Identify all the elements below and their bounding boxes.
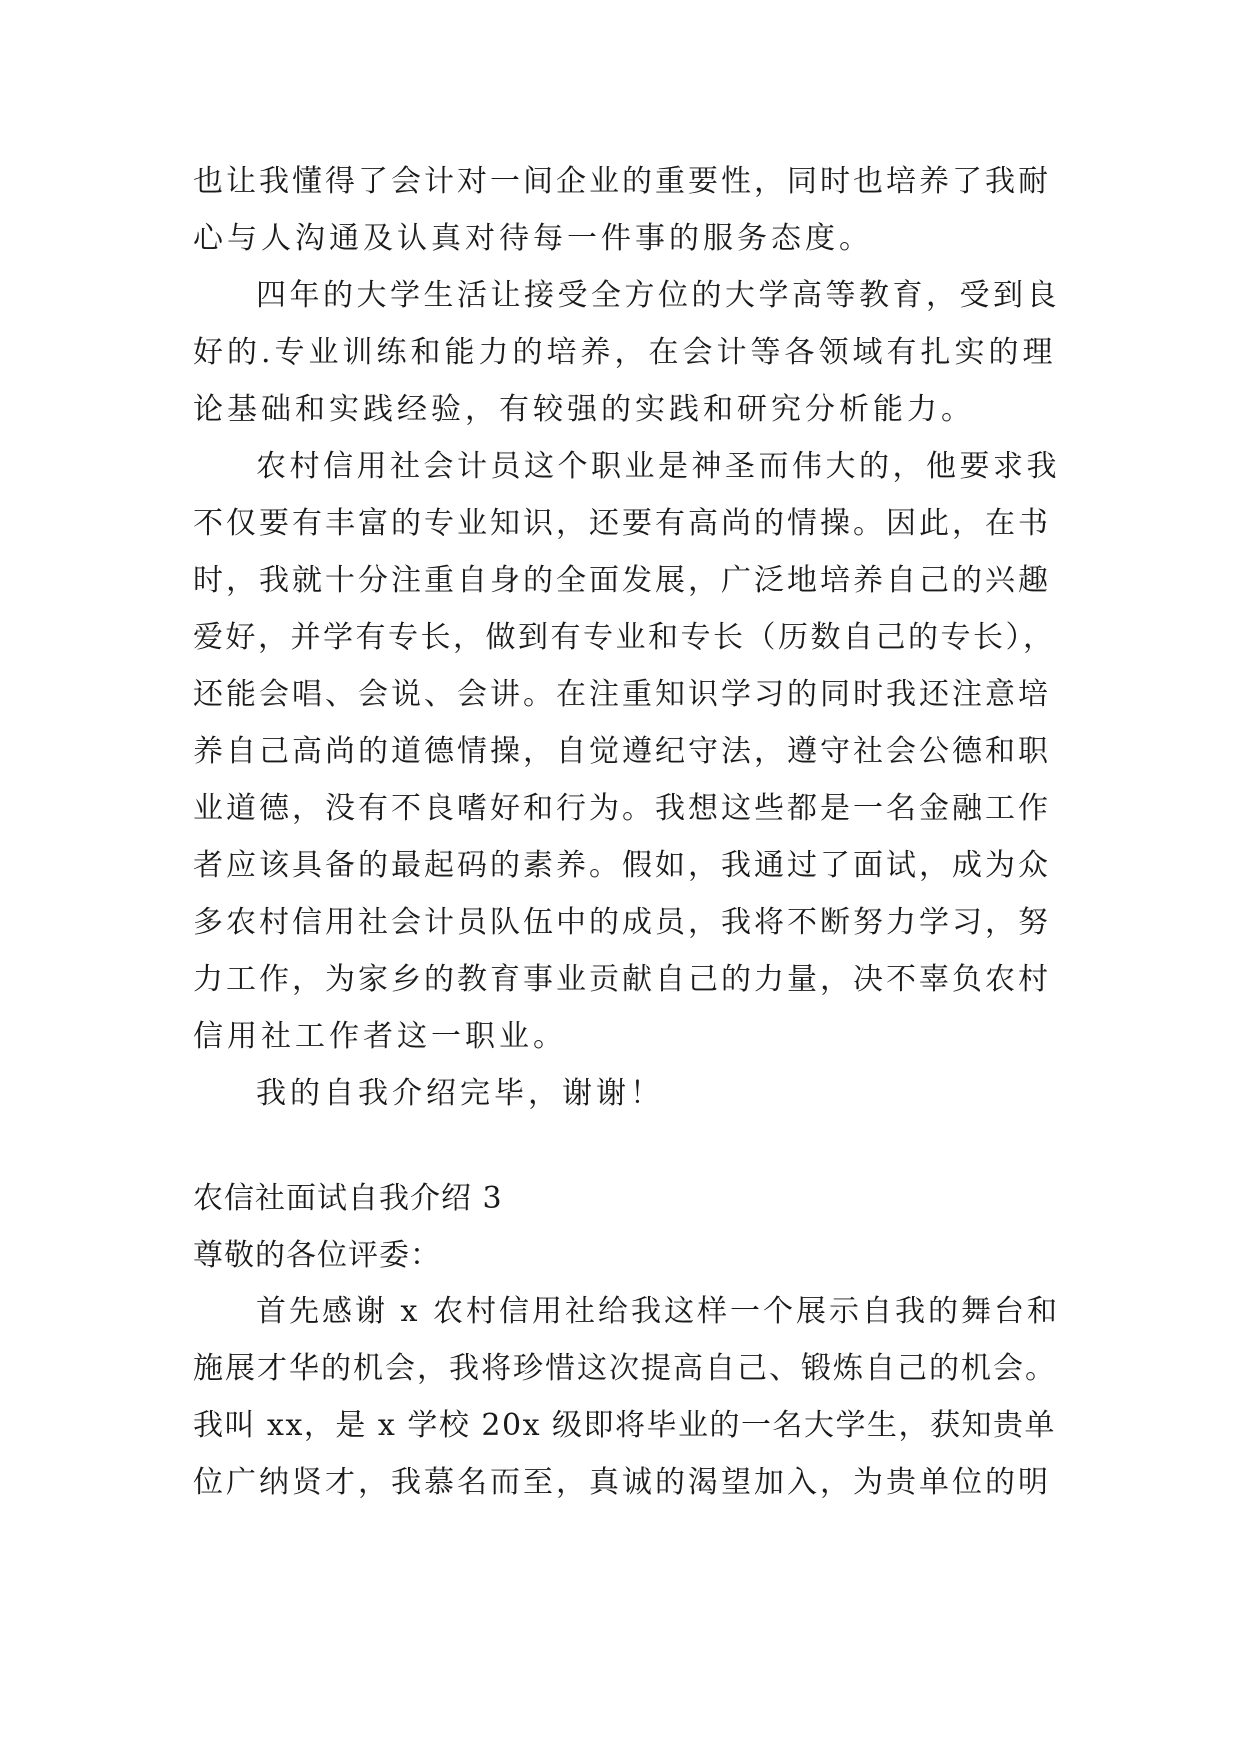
paragraph-3-line-8: 者应该具备的最起码的素养。假如，我通过了面试，成为众 — [193, 848, 1051, 883]
paragraph-3-line-7: 业道德，没有不良嗜好和行为。我想这些都是一名金融工作 — [193, 791, 1051, 826]
paragraph-2-line-3: 论基础和实践经验，有较强的实践和研究分析能力。 — [193, 392, 975, 427]
paragraph-3-line-5: 还能会唱、会说、会讲。在注重知识学习的同时我还注意培 — [193, 677, 1051, 712]
paragraph-3-line-10: 力工作，为家乡的教育事业贡献自己的力量，决不辜负农村 — [193, 962, 1051, 997]
paragraph-3-line-3: 时，我就十分注重自身的全面发展，广泛地培养自己的兴趣 — [193, 563, 1051, 598]
paragraph-3-line-1: 农村信用社会计员这个职业是神圣而伟大的，他要求我 — [256, 449, 1060, 484]
paragraph-4-line-1: 我的自我介绍完毕，谢谢！ — [256, 1076, 664, 1111]
salutation: 尊敬的各位评委： — [193, 1238, 441, 1273]
last-paragraph-line-2: 施展才华的机会，我将珍惜这次提高自己、锻炼自己的机会。 — [193, 1351, 1057, 1386]
paragraph-2-line-2: 好的.专业训练和能力的培养，在会计等各领域有扎实的理 — [193, 335, 1057, 370]
last-paragraph-line-4: 位广纳贤才，我慕名而至，真诚的渴望加入，为贵单位的明 — [193, 1465, 1051, 1500]
paragraph-3-line-4: 爱好，并学有专长，做到有专业和专长（历数自己的专长）， — [193, 620, 1056, 655]
paragraph-3-line-2: 不仅要有丰富的专业知识，还要有高尚的情操。因此，在书 — [193, 506, 1051, 541]
paragraph-3-line-9: 多农村信用社会计员队伍中的成员，我将不断努力学习，努 — [193, 905, 1051, 940]
paragraph-3-line-6: 养自己高尚的道德情操，自觉遵纪守法，遵守社会公德和职 — [193, 734, 1051, 769]
last-paragraph-line-3: 我叫 xx，是 x 学校 20x 级即将毕业的一名大学生，获知贵单 — [193, 1408, 1057, 1443]
paragraph-1-line-2: 心与人沟通及认真对待每一件事的服务态度。 — [193, 221, 873, 256]
section-title: 农信社面试自我介绍 3 — [193, 1181, 503, 1216]
paragraph-3-line-11: 信用社工作者这一职业。 — [193, 1019, 567, 1054]
paragraph-1-line-1: 也让我懂得了会计对一间企业的重要性，同时也培养了我耐 — [193, 164, 1051, 199]
last-paragraph-line-1: 首先感谢 x 农村信用社给我这样一个展示自我的舞台和 — [256, 1294, 1060, 1329]
paragraph-2-line-1: 四年的大学生活让接受全方位的大学高等教育，受到良 — [256, 278, 1060, 313]
